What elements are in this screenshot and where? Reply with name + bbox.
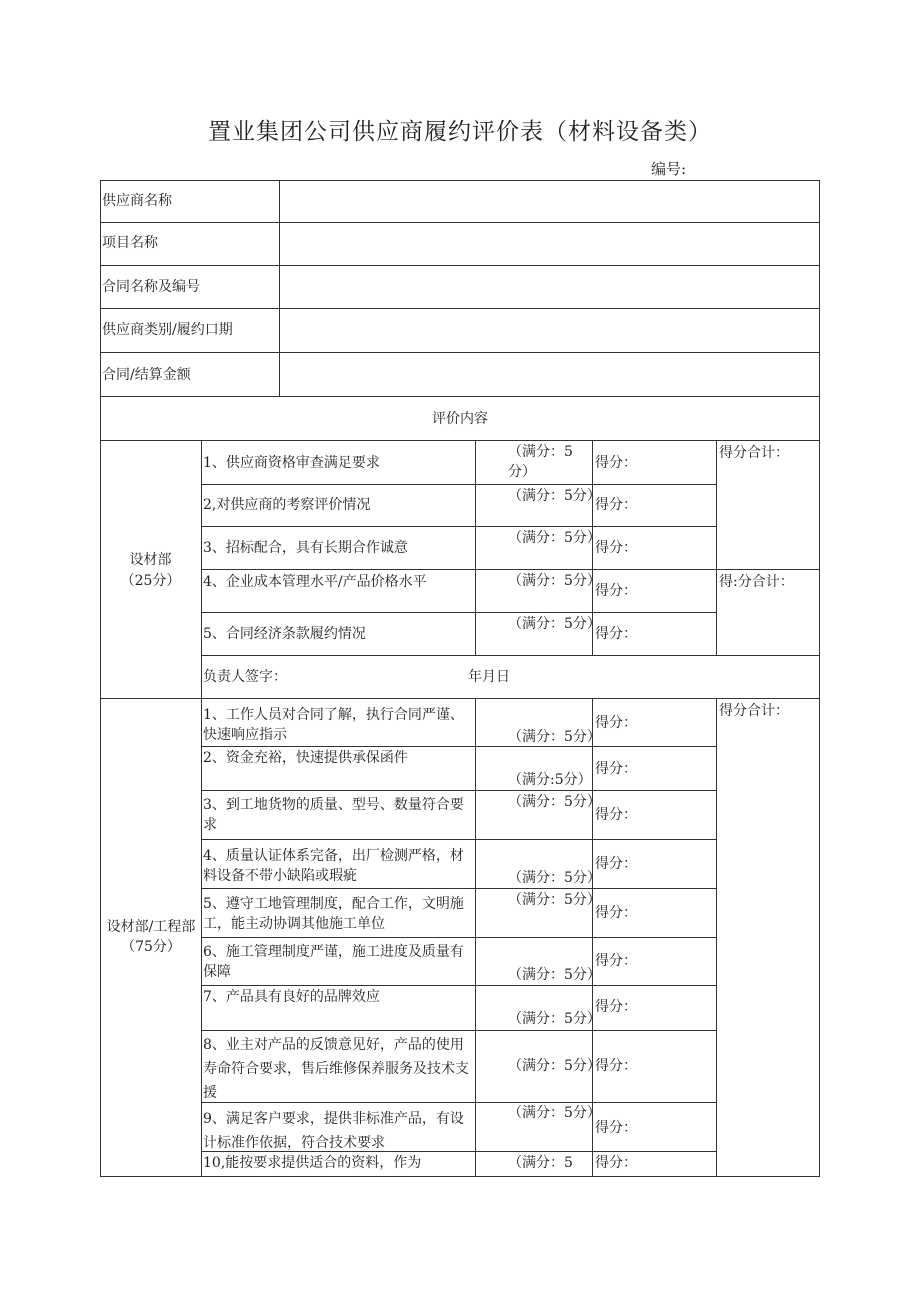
table-border-left bbox=[100, 180, 101, 1177]
row-divider bbox=[201, 985, 716, 986]
row-divider bbox=[201, 888, 716, 889]
form-number-label: 编号: bbox=[651, 160, 687, 178]
dept2-item-max: （满分:5分） bbox=[508, 772, 592, 788]
dept1-item-score: 得分： bbox=[595, 583, 637, 599]
info-label-amount: 合同/结算金额 bbox=[102, 367, 191, 383]
col-divider bbox=[475, 698, 476, 1176]
dept1-signature-label: 负责人签字： bbox=[203, 669, 287, 685]
form-title: 置业集团公司供应商履约评价表（材料设备类） bbox=[208, 119, 712, 145]
dept2-item: 8、业主对产品的反馈意见好，产品的使用寿命符合要求，售后维修保养服务及技术支援 bbox=[203, 1037, 469, 1101]
dept2-item-max: （满分：5分） bbox=[508, 729, 601, 745]
dept1-item-score: 得分： bbox=[595, 455, 637, 471]
row-divider bbox=[100, 698, 820, 699]
col-divider bbox=[716, 698, 717, 1176]
dept1-item: 3、招标配合，具有长期合作诚意 bbox=[203, 540, 408, 556]
dept1-item: 5、合同经济条款履约情况 bbox=[203, 626, 366, 642]
dept2-subtotal: 得分合计： bbox=[719, 703, 789, 719]
dept2-item-max: （满分：5分） bbox=[508, 794, 601, 810]
info-label-supplier: 供应商名称 bbox=[102, 193, 172, 209]
row-divider bbox=[201, 839, 716, 840]
dept2-item-score: 得分： bbox=[595, 1155, 637, 1171]
info-label-category: 供应商类别/履约口期 bbox=[102, 322, 233, 338]
dept2-item: 4、质量认证体系完备，出厂检测严格，材料设备不带小缺陷或瑕疵 bbox=[203, 848, 464, 884]
dept2-item: 1、工作人员对合同了解，执行合同严谨、快速响应指示 bbox=[203, 707, 464, 743]
row-divider bbox=[100, 308, 820, 309]
row-divider bbox=[100, 265, 820, 266]
col-divider bbox=[716, 440, 717, 655]
dept2-item-max: （满分：5分） bbox=[508, 1011, 601, 1027]
info-label-contract: 合同名称及编号 bbox=[102, 279, 200, 295]
dept2-item: 6、施工管理制度严谨，施工进度及质量有保障 bbox=[203, 944, 464, 980]
dept2-item: 10,能按要求提供适合的资料，作为 bbox=[203, 1155, 422, 1171]
dept2-item-max: （满分：5分） bbox=[508, 870, 601, 886]
row-divider bbox=[100, 396, 820, 397]
dept2-item-max: （满分：5分） bbox=[508, 1058, 601, 1074]
dept1-item-max: （满分：5分） bbox=[508, 488, 601, 504]
dept1-item: 2,对供应商的考察评价情况 bbox=[203, 497, 371, 513]
dept2-item: 2、资金充裕，快速提供承保函件 bbox=[203, 750, 408, 766]
table-border-bottom bbox=[100, 1176, 820, 1177]
col-divider bbox=[279, 180, 280, 396]
row-divider bbox=[201, 526, 716, 527]
dept2-item-score: 得分： bbox=[595, 905, 637, 921]
row-divider bbox=[100, 440, 820, 441]
row-divider bbox=[201, 790, 716, 791]
dept2-item-max: （满分：5分） bbox=[508, 967, 601, 983]
row-divider bbox=[201, 569, 820, 570]
dept2-item-score: 得分： bbox=[595, 715, 637, 731]
dept2-item-score: 得分： bbox=[595, 856, 637, 872]
dept1-points: （25分） bbox=[120, 573, 181, 589]
dept2-item: 9、满足客户要求，提供非标准产品，有设计标准作依据，符合技术要求 bbox=[203, 1111, 464, 1151]
info-label-project: 项目名称 bbox=[102, 235, 158, 251]
dept1-date-label: 年月日 bbox=[468, 669, 510, 685]
dept2-item-score: 得分： bbox=[595, 953, 637, 969]
section-header: 评价内容 bbox=[432, 411, 488, 427]
dept1-item: 1、供应商资格审查满足要求 bbox=[203, 455, 380, 471]
row-divider bbox=[201, 655, 820, 656]
dept2-item-max: （满分：5分） bbox=[508, 892, 601, 908]
dept1-item-max: （满分：5分） bbox=[508, 444, 573, 480]
dept1-item-score: 得分： bbox=[595, 497, 637, 513]
dept2-item-max: （满分：5分） bbox=[508, 1105, 601, 1121]
dept1-item-max: （满分：5分） bbox=[508, 616, 601, 632]
dept1-item-max: （满分：5分） bbox=[508, 573, 601, 589]
col-divider bbox=[201, 440, 202, 1176]
dept1-subtotal: 得分合计： bbox=[719, 445, 789, 461]
dept2-name: 设材部/工程部（75分） bbox=[106, 919, 196, 955]
table-border-top bbox=[100, 180, 820, 181]
table-border-right bbox=[819, 180, 820, 1177]
row-divider bbox=[201, 746, 716, 747]
col-divider bbox=[475, 440, 476, 655]
row-divider bbox=[201, 1030, 716, 1031]
row-divider bbox=[201, 484, 716, 485]
dept1-item: 4、企业成本管理水平/产品价格水平 bbox=[203, 574, 427, 590]
dept1-item-score: 得分： bbox=[595, 540, 637, 556]
dept2-item: 5、遵守工地管理制度，配合工作，文明施工，能主动协调其他施工单位 bbox=[203, 896, 464, 932]
dept2-item-score: 得分： bbox=[595, 1120, 637, 1136]
dept2-item-max: （满分：5 bbox=[508, 1155, 573, 1171]
row-divider bbox=[100, 222, 820, 223]
row-divider bbox=[201, 612, 716, 613]
dept2-item-score: 得分： bbox=[595, 761, 637, 777]
row-divider bbox=[100, 352, 820, 353]
dept2-item-score: 得分： bbox=[595, 999, 637, 1015]
dept2-item: 3、到工地货物的质量、型号、数量符合要求 bbox=[203, 797, 464, 833]
dept1-name: 设材部 bbox=[129, 552, 172, 568]
dept2-item-score: 得分： bbox=[595, 1058, 637, 1074]
dept1-item-score: 得分： bbox=[595, 626, 637, 642]
dept2-item-score: 得分： bbox=[595, 807, 637, 823]
dept2-item: 7、产品具有良好的品牌效应 bbox=[203, 989, 380, 1005]
dept1-subtotal: 得:分合计： bbox=[719, 574, 794, 590]
row-divider bbox=[201, 937, 716, 938]
dept1-item-max: （满分：5分） bbox=[508, 530, 601, 546]
